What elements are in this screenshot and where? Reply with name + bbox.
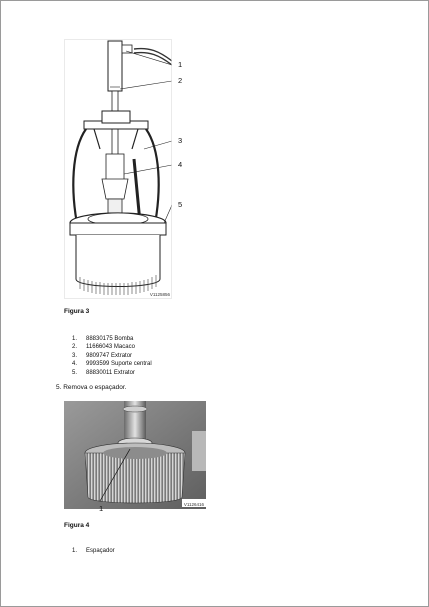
list-item: 3. 9809747 Extrator	[72, 352, 133, 359]
figure-4-caption: Figura 4	[64, 522, 90, 529]
figure-4-parts-list	[72, 547, 115, 555]
list-item: 1. Espaçador	[72, 548, 115, 554]
figure-3-code: V1125856	[149, 292, 170, 297]
spacer-photo	[64, 401, 206, 509]
list-item: 4. 9993599 Suporte central	[72, 361, 152, 368]
figure-4-callout-1: 1	[99, 504, 104, 513]
figure-3-callout-5: 5	[178, 200, 183, 209]
figure-3-callout-1: 1	[178, 60, 183, 69]
figure-3-caption: Figura 3	[64, 308, 90, 315]
list-item: 1. 88830175 Bomba	[72, 336, 134, 342]
step-number: 5.	[56, 384, 62, 391]
step-5	[56, 384, 126, 391]
puller-illustration	[64, 39, 172, 299]
figure-3-drawing	[64, 39, 172, 299]
list-item: 5. 88830011 Extrator	[72, 369, 135, 376]
list-item: 2. 11666043 Macaco	[72, 344, 135, 351]
step-text: Remova o espaçador.	[63, 384, 127, 391]
figure-3-callout-4: 4	[178, 160, 183, 169]
figure-3-callout-2: 2	[178, 76, 183, 85]
figure-4-photo	[64, 401, 206, 509]
figure-3-parts-list	[72, 335, 152, 377]
figure-3-callout-3: 3	[178, 136, 183, 145]
figure-4-code: V1126416	[183, 502, 204, 507]
